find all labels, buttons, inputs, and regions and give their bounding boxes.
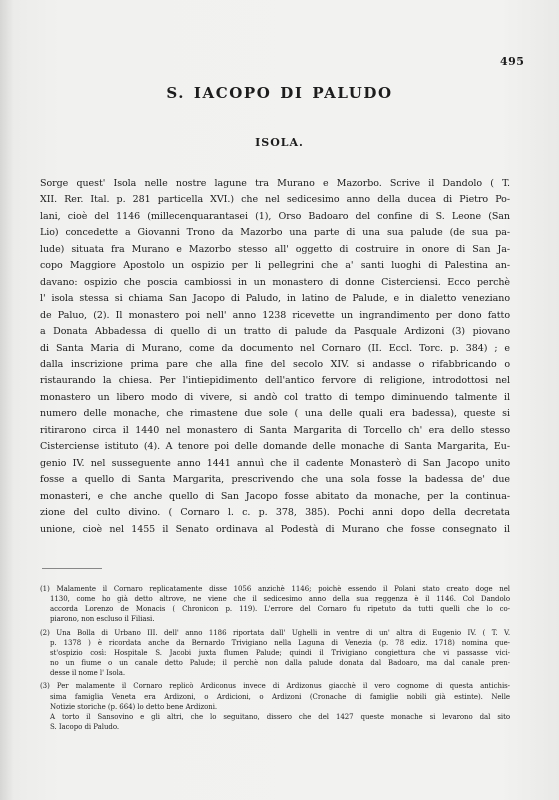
body-line: unione, cioè nel 1455 il Senato ordinava al Podestà di Murano che fosse consegnato il (40, 523, 510, 535)
body-line: fosse a quello di Santa Margarita, prescrivendo che una sola fosse la badessa de' due (40, 474, 510, 486)
footnote-line: accorda Lorenzo de Monacis ( Chronicon p. 119). L'errore del Cornaro fu ripetuto da tutti quelli che lo co- (50, 605, 510, 614)
footnote-line: Notizie storiche (p. 664) lo detto bene Ardizoni. (50, 702, 218, 711)
body-text (40, 176, 510, 538)
footnote-line: sima famiglia Veneta era Ardizoni, o Ardicioni, o Ardizoni (Cronache di famiglie nobili già estinte). Nelle (50, 692, 510, 701)
body-line: di Santa Maria di Murano, come da documento nel Cornaro (II. Eccl. Torc. p. 384) ; e (40, 342, 510, 354)
body-line: Cisterciense istituto (4). A tenore poi delle domande delle monache di Santa Margarita, Eu- (40, 441, 510, 453)
body-line: genio IV. nel susseguente anno 1441 annuì che il cadente Monasterò di San Jacopo unito (40, 457, 510, 469)
body-line: copo Maggiore Apostolo un ospizio per li pellegrini che a' santi luoghi di Palestina an- (40, 260, 510, 272)
body-line: XII. Rer. Ital. p. 281 particella XVI.) che nel sedicesimo anno della ducea di Pietro Po- (40, 194, 510, 206)
footnote-line: (1) Malamente il Cornaro replicatamente disse 1056 anzichè 1146; poichè essendo il Polani stato creato doge nel (40, 585, 510, 593)
body-line: davano: ospizio che poscia cambiossi in un monastero di donne Cisterciensi. Ecco perchè (40, 276, 510, 288)
body-line: numero delle monache, che rimastene due sole ( una delle quali era badessa), queste si (40, 408, 510, 420)
body-line: de Paluo, (2). Il monastero poi nell' anno 1238 ricevette un ingrandimento per dono fatto (40, 309, 510, 321)
body-line: a Donata Abbadessa di quello di un tratto di palude da Pasquale Ardizoni (3) piovano (40, 326, 510, 338)
body-line: lani, cioè del 1146 (millecenquarantasei (1), Orso Badoaro del confine di S. Leone (San (40, 210, 510, 222)
footnote-line: st'ospizio così: Hospitale S. Jacobi juxta flumen Palude; quindi il Trivigiano congiettura che vi passasse vici- (50, 648, 510, 657)
body-line: ristaurando la chiesa. Per l'intiepidimento dell'antico fervore di religione, introdottosi nel (40, 375, 510, 387)
footnote-line: desse il nome l' Isola. (50, 669, 126, 678)
body-line: zione del culto divino. ( Cornaro l. c. p. 378, 385). Pochi anni dopo della decretata (40, 507, 510, 519)
body-line: Lio) concedette a Giovanni Trono da Mazorbo una parte di una sua palude (de sua pa- (40, 227, 510, 239)
footnote-line: A torto il Sansovino e gli altri, che lo seguitano, dissero che del 1427 queste monache si levarono dal sito (50, 712, 510, 721)
page-title: S. IACOPO DI PALUDO (166, 84, 393, 102)
footnote-line: 1130, come ho già detto altrove, ne viene che il sedicesimo anno della sua reggenza è il 1146. Col Dandolo (50, 595, 510, 604)
body-line: ritirarono circa il 1440 nel monastero di Santa Margarita di Torcello ch' era dello stesso (40, 424, 510, 436)
footnote-3 (40, 681, 510, 732)
footnote-line: piarono, non escluso il Filiasi. (50, 615, 155, 624)
footnote-divider (42, 568, 102, 569)
body-line: monastero un libero modo di vivere, si andò col tratto di tempo diminuendo talmente il (40, 391, 510, 403)
footnote-line: no un fiume o un canale detto Palude; il perchè non dalla palude donata dal Badoaro, ma dal canale pren- (50, 659, 510, 668)
body-line: dalla inscrizione prima pare che alla fine del secolo XIV. si andasse o rifabbricando o (40, 358, 510, 370)
footnote-line: S. Iacopo di Paludo. (50, 723, 120, 732)
body-line: Sorge quest' Isola nelle nostre lagune tra Murano e Mazorbo. Scrive il Dandolo ( T. (40, 178, 510, 189)
body-line: l' isola stessa si chiama San Jacopo di Paludo, in latino de Palude, e in dialetto veneziano (40, 293, 510, 305)
footnote-2 (40, 628, 510, 679)
body-line: lude) situata fra Murano e Mazorbo stesso all' oggetto di costruire in onore di San Ja- (40, 243, 510, 255)
footnote-line: (3) Per malamente il Cornaro replicò Ardiconus invece di Ardizonus giacchè il vero cognome di questa antichis- (40, 682, 510, 691)
section-heading: ISOLA. (255, 136, 304, 149)
body-line: monasteri, e che anche quello di San Jacopo fosse abitato da monache, per la continua- (40, 490, 510, 502)
footnote-line: p. 1378 ) è ricordata anche da Bernardo Trivigiano nella Laguna di Venezia (p. 78 ediz. 1718) nomina que- (50, 638, 510, 647)
footnotes (40, 584, 510, 735)
page-number: 495 (500, 55, 525, 68)
footnote-line: (2) Una Bolla di Urbano III. dell' anno 1186 riportata dall' Ughelli in ventre di un' altra di Eugenio IV. ( T. V. (40, 628, 510, 637)
footnote-1 (40, 584, 510, 625)
